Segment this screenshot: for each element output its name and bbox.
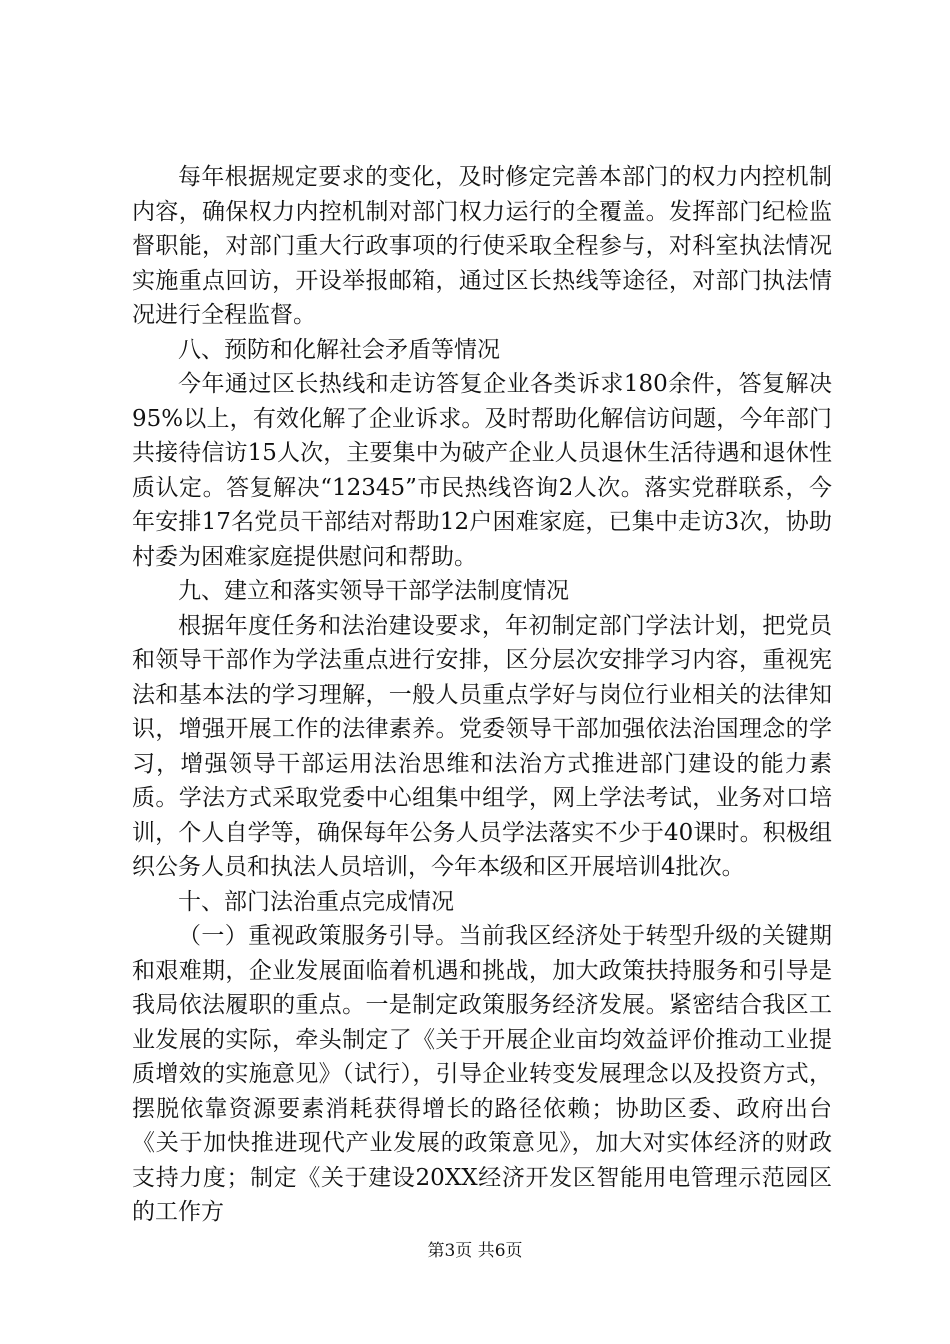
- section-heading-8: 八、预防和化解社会矛盾等情况: [178, 336, 500, 363]
- paragraph-conflict-resolution: 今年通过区长热线和走访答复企业各类诉求180余件，答复解决95%以上，有效化解了企业诉求。及时帮助化解信访问题，今年部门共接待信访15人次，主要集中为破产企业人员退休生活待遇和退休性质认定。答复解决“12345”市民热线咨询2人次。落实党群联系，今年安排17名党员干部结对帮助12户困难家庭，已集中走访3次，协助村委为困难家庭提供慰问和帮助。: [132, 371, 832, 570]
- section-heading-10: 十、部门法治重点完成情况: [178, 888, 454, 915]
- document-body: [132, 160, 832, 1230]
- paragraph-law-study: 根据年度任务和法治建设要求，年初制定部门学法计划，把党员和领导干部作为学法重点进行安排，区分层次安排学习内容，重视宪法和基本法的学习理解，一般人员重点学好与岗位行业相关的法律知识，增强开展工作的法律素养。党委领导干部加强依法治国理念的学习，增强领导干部运用法治思维和法治方式推进部门建设的能力素质。学法方式采取党委中心组集中组学，网上学法考试，业务对口培训，个人自学等，确保每年公务人员学法落实不少于40课时。积极组织公务人员和执法人员培训，今年本级和区开展培训4批次。: [132, 612, 832, 880]
- paragraph-policy-guidance: （一）重视政策服务引导。当前我区经济处于转型升级的关键期和艰难期，企业发展面临着机遇和挑战，加大政策扶持服务和引导是我局依法履职的重点。一是制定政策服务经济发展。紧密结合我区工业发展的实际，牵头制定了《关于开展企业亩均效益评价推动工业提质增效的实施意见》（试行），引导企业转变发展理念以及投资方式，摆脱依靠资源要素消耗获得增长的路径依赖；协助区委、政府出台《关于加快推进现代产业发展的政策意见》，加大对实体经济的财政支持力度；制定《关于建设20XX经济开发区智能用电管理示范园区的工作方: [132, 923, 832, 1225]
- paragraph-supervision: 每年根据规定要求的变化，及时修定完善本部门的权力内控机制内容，确保权力内控机制对部门权力运行的全覆盖。发挥部门纪检监督职能，对部门重大行政事项的行使采取全程参与，对科室执法情况实施重点回访，开设举报邮箱，通过区长热线等途径，对部门执法情况进行全程监督。: [132, 164, 832, 328]
- section-heading-9: 九、建立和落实领导干部学法制度情况: [178, 578, 569, 604]
- page-number-footer: 第3页 共6页: [427, 1241, 523, 1261]
